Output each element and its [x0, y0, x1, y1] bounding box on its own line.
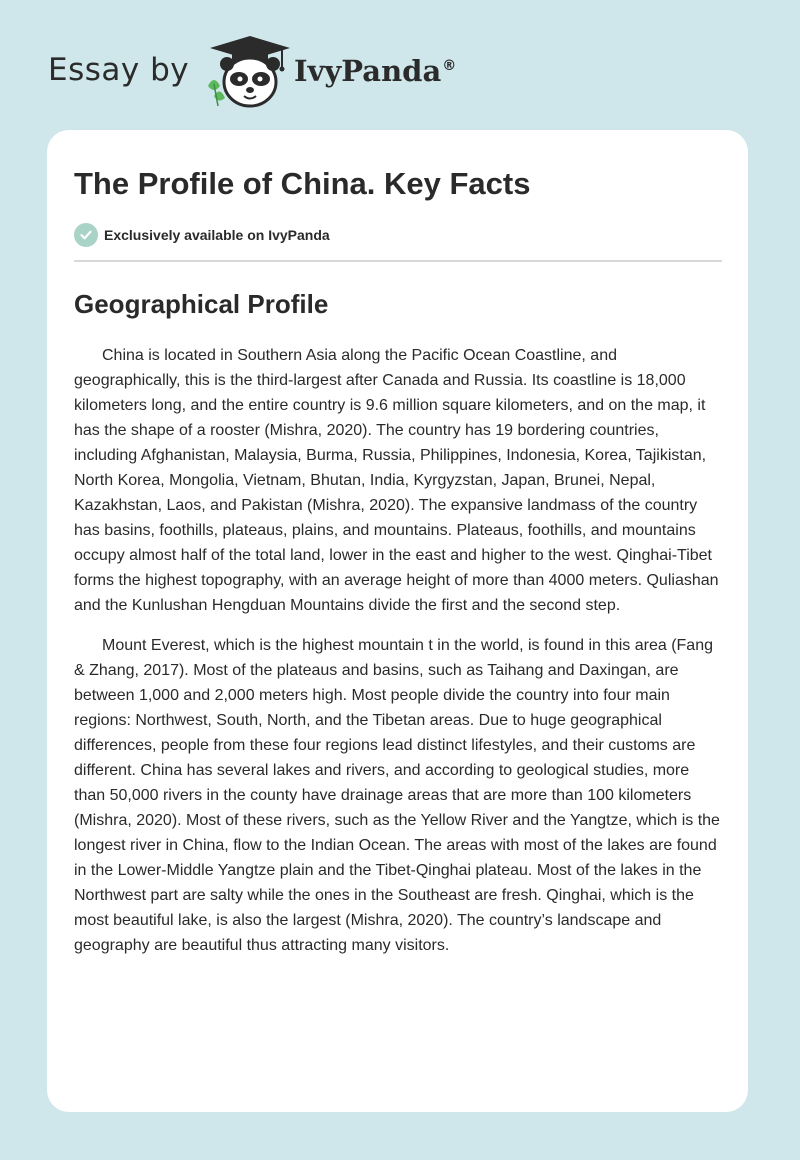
divider — [74, 260, 722, 262]
essay-card — [47, 130, 748, 1112]
exclusive-badge-label: Exclusively available on IvyPanda — [104, 227, 330, 243]
brand-header — [48, 34, 488, 110]
exclusive-badge — [74, 222, 722, 248]
registered-mark: ® — [442, 58, 457, 75]
body-paragraph: China is located in Southern Asia along the Pacific Ocean Coastline, and geographically, this is the third-largest after Canada and Russia. Its coastline is 18,000 kilometers long, and the entire country is 9.6 million square kilometers, and on the map, it has the shape of a rooster (Mishra, 2020). The country has 19 bordering countries, including Afghanistan, Malaysia, Burma, Russia, Philippines, Indonesia, Korea, Tajikistan, North Korea, Mongolia, Vietnam, Bhutan, India, Kyrgyzstan, Japan, Brunei, Nepal, Kazakhstan, Laos, and Pakistan (Mishra, 2020). The expansive landmass of the country has basins, foothills, plateaus, plains, and mountains. Plateaus, foothills, and mountains occupy almost half of the total land, lower in the east and higher to the west. Qinghai-Tibet forms the highest topography, with an average height of more than 4000 meters. Quliashan and the Kunlushan Hengduan Mountains divide the first and the second step. — [74, 347, 719, 614]
brand-prefix: Essay by — [48, 52, 190, 88]
brand-name-text: IvyPanda — [294, 54, 442, 88]
page-title: The Profile of China. Key Facts — [74, 166, 531, 201]
body-paragraph: Mount Everest, which is the highest mountain t in the world, is found in this area (Fang & Zhang, 2017). Most of the plateaus and basins, such as Taihang and Daxingan, are between 1,000 and 2,000 meters high. Most people divide the country into four main regions: Northwest, South, North, and the Tibetan areas. Due to huge geographical differences, people from these four regions lead distinct lifestyles, and their customs are different. China has several lakes and rivers, and according to geological studies, more than 50,000 rivers in the county have drainage areas that are more than 100 kilometers (Mishra, 2020). Most of these rivers, such as the Yellow River and the Yangtze, which is the longest river in China, flow to the Indian Ocean. The areas with most of the lakes are found in the Lower-Middle Yangtze plain and the Tibet-Qinghai plateau. Most of the lakes in the Northwest part are salty while the ones in the Southeast are fresh. Qinghai, which is the most beautiful lake, is also the largest (Mishra, 2020). The country’s landscape and geography are beautiful thus attracting many visitors. — [74, 637, 720, 954]
section-heading: Geographical Profile — [74, 289, 329, 319]
check-circle-icon — [74, 223, 98, 247]
panda-graduate-logo-icon — [200, 34, 300, 110]
brand-name — [294, 54, 456, 88]
